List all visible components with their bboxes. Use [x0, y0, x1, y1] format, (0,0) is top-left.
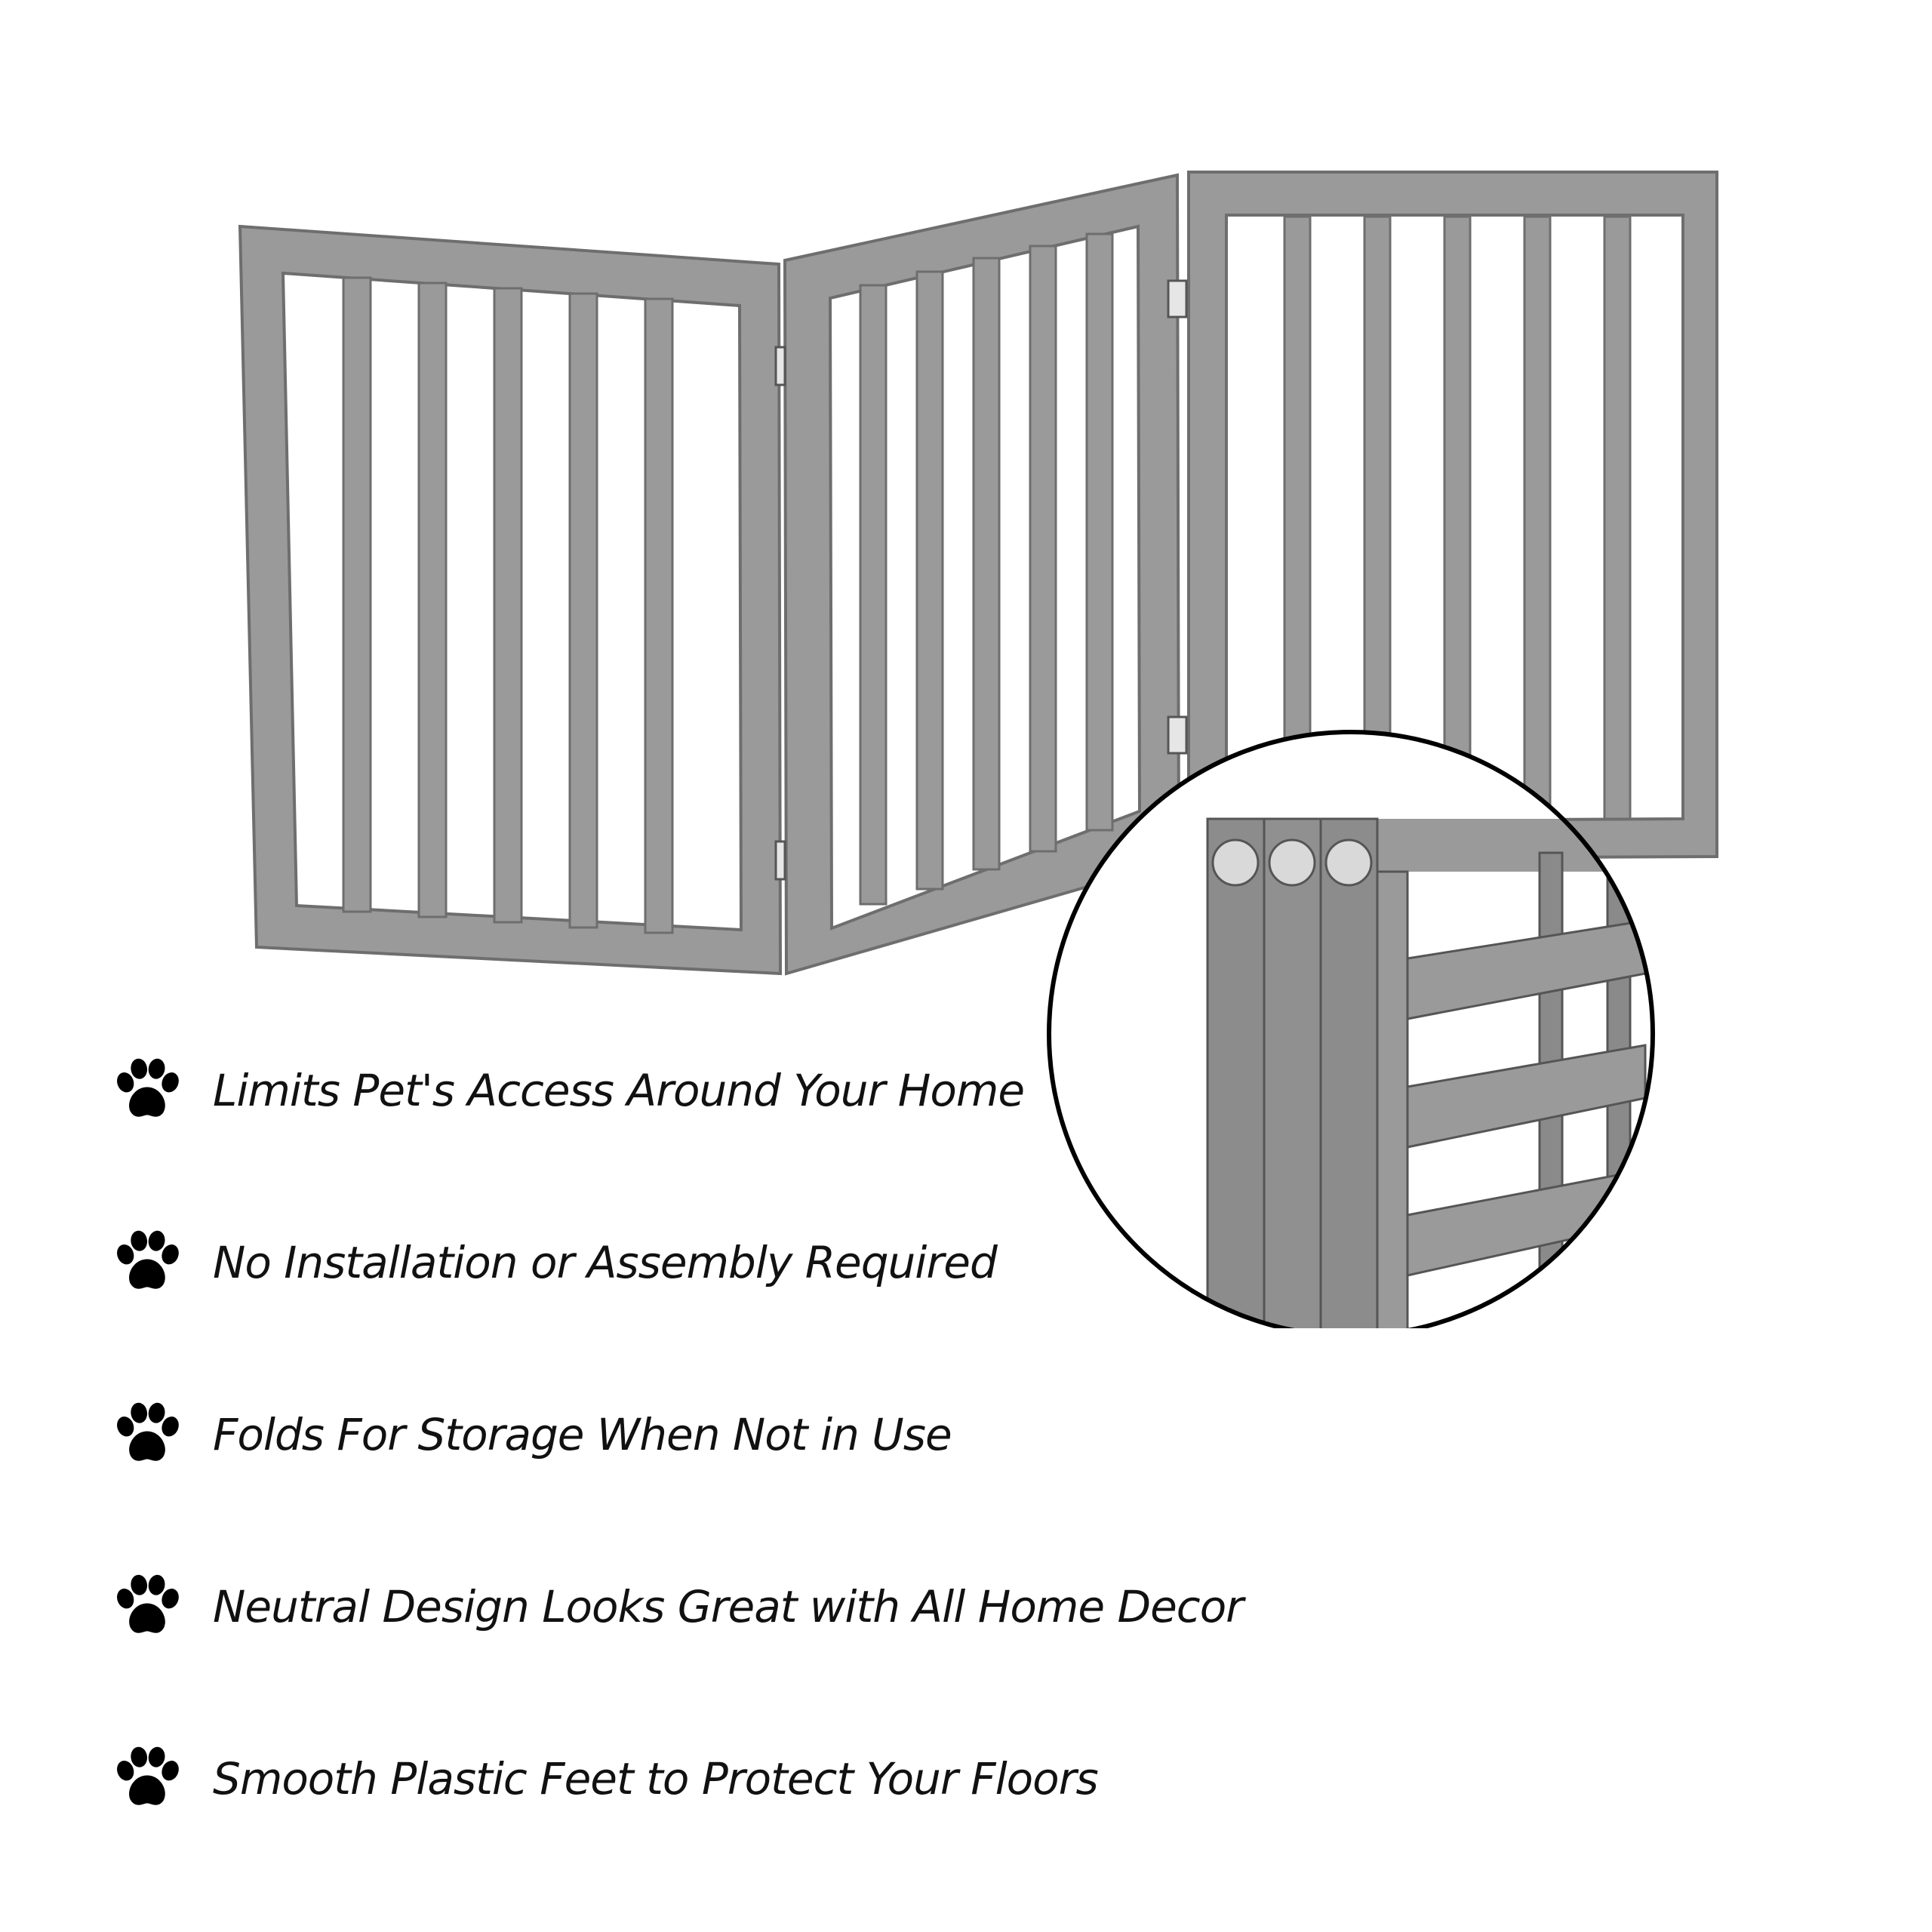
feature-item — [113, 1393, 1245, 1476]
paw-print-icon — [113, 1573, 181, 1641]
feature-text: No Installation or Assembly Required — [213, 1237, 997, 1288]
feature-text: Folds For Storage When Not in Use — [213, 1409, 952, 1460]
feature-item — [113, 1737, 1245, 1820]
paw-print-icon — [113, 1229, 181, 1297]
plastic-foot-cap — [1326, 840, 1371, 885]
feature-item — [113, 1049, 1245, 1132]
paw-print-icon — [113, 1401, 181, 1469]
feature-item — [113, 1221, 1245, 1304]
plastic-foot-cap — [1213, 840, 1258, 885]
paw-print-icon — [113, 1057, 181, 1124]
gate-panel-left — [240, 226, 780, 974]
feature-text: Limits Pet's Access Around Your Home — [213, 1065, 1025, 1116]
paw-print-icon — [113, 1745, 181, 1813]
plastic-foot-cap — [1269, 840, 1315, 885]
feature-text: Smooth Plastic Feet to Protect Your Floors — [213, 1753, 1098, 1804]
feature-item — [113, 1565, 1245, 1648]
feature-text: Neutral Design Looks Great with All Home Decor — [213, 1581, 1244, 1632]
